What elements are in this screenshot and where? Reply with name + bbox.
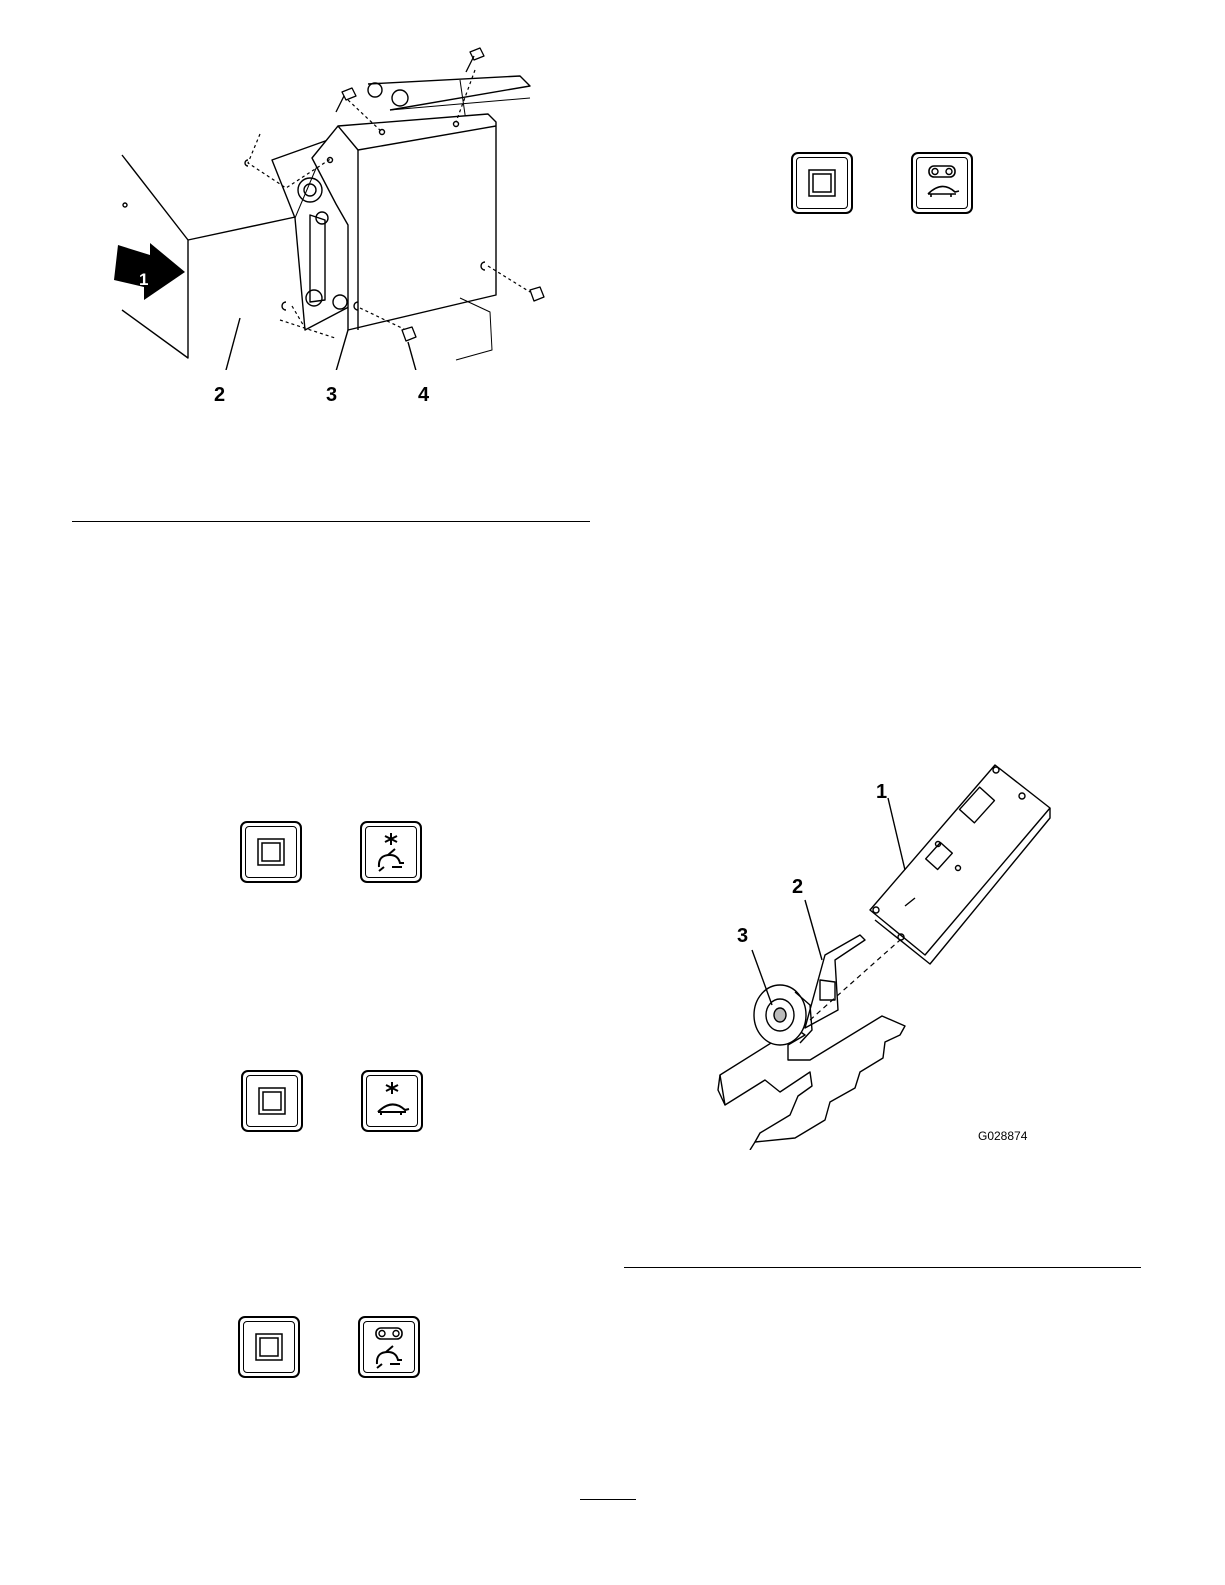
section-divider-left	[72, 521, 590, 522]
select-button-panel	[238, 1316, 300, 1378]
section-divider-right	[624, 1267, 1141, 1268]
figure1-callout-3: 3	[326, 384, 338, 406]
light-turtle-button-panel	[361, 1070, 423, 1132]
select-square-icon	[240, 1318, 298, 1376]
bracket-washer-illustration	[700, 760, 1070, 1150]
light-turtle-icon	[363, 1072, 421, 1130]
figure1-callout-2: 2	[214, 384, 226, 406]
select-square-icon	[793, 154, 851, 212]
figure1-callout-4: 4	[418, 384, 430, 406]
reel-rabbit-icon	[360, 1318, 418, 1376]
select-button-panel	[241, 1070, 303, 1132]
figure2-callout-2: 2	[792, 876, 804, 898]
figure2-graphic-code: G028874	[978, 1129, 1028, 1143]
figure2-callout-3: 3	[737, 925, 749, 947]
page-number-rule	[580, 1499, 636, 1500]
reel-rabbit-button-panel	[358, 1316, 420, 1378]
select-button-panel	[240, 821, 302, 883]
light-turtle-icon	[913, 154, 971, 212]
select-square-icon	[243, 1072, 301, 1130]
light-turtle-button-panel	[911, 152, 973, 214]
select-square-icon	[242, 823, 300, 881]
light-rabbit-icon	[362, 823, 420, 881]
figure1-callout-1: 1	[139, 270, 149, 289]
select-button-panel	[791, 152, 853, 214]
cover-removal-illustration	[100, 40, 570, 370]
figure2-callout-1: 1	[876, 781, 888, 803]
light-rabbit-button-panel	[360, 821, 422, 883]
